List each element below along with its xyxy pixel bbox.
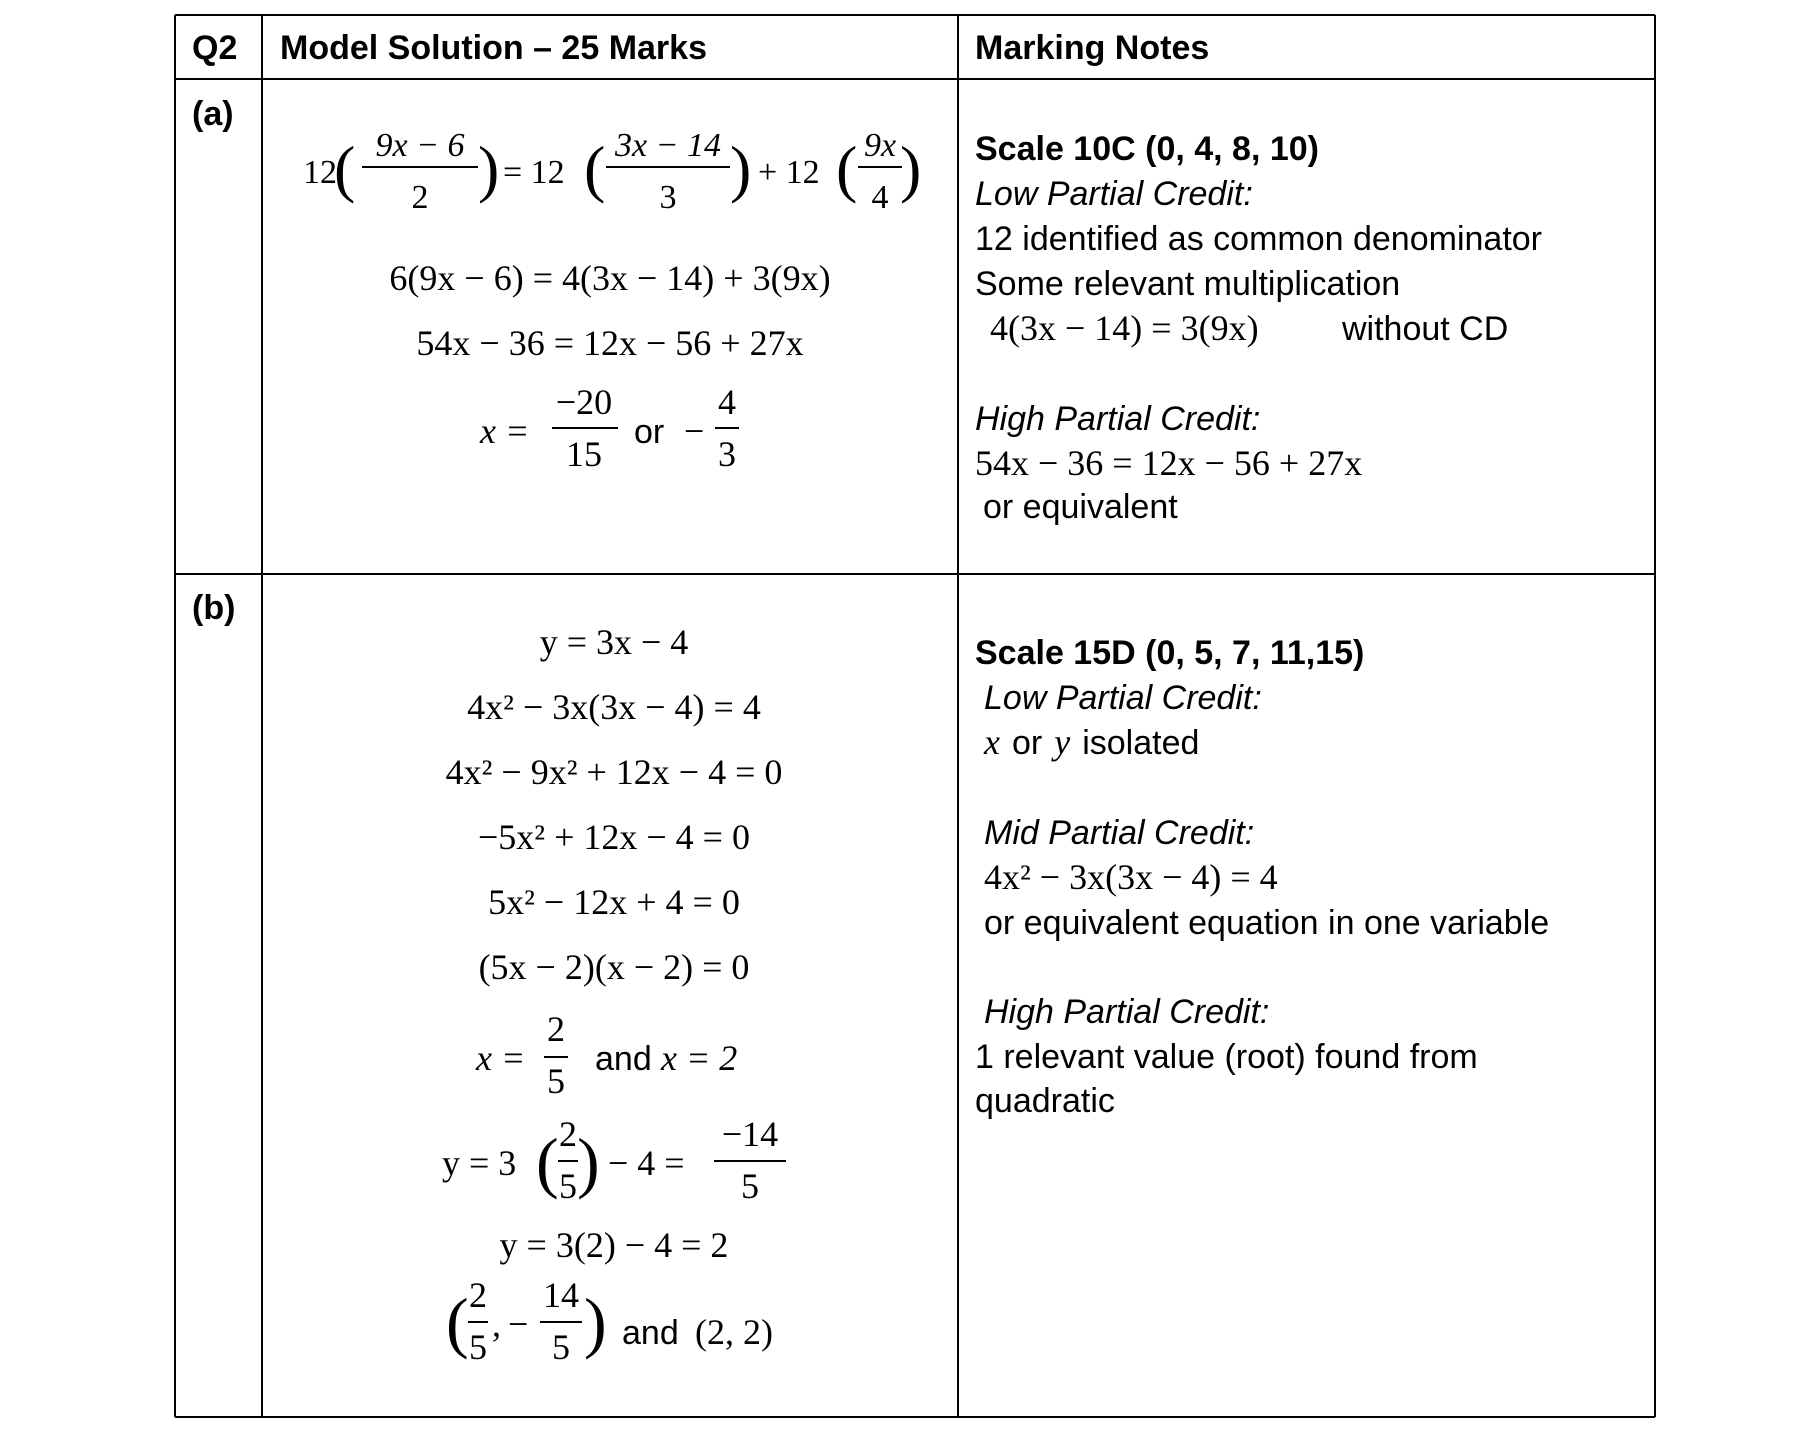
svg-text:5: 5 xyxy=(552,1327,570,1367)
svg-text:(: ( xyxy=(334,133,356,204)
svg-text:or: or xyxy=(634,413,665,451)
part-b-low-heading: Low Partial Credit: xyxy=(984,679,1262,717)
svg-text:9x: 9x xyxy=(863,127,897,164)
svg-text:5: 5 xyxy=(469,1327,487,1367)
part-b-points xyxy=(446,1275,773,1367)
svg-text:): ) xyxy=(584,1284,607,1360)
svg-text:−: − xyxy=(508,1304,529,1344)
part-a-scale: Scale 10C (0, 4, 8, 10) xyxy=(975,130,1319,168)
part-b-notes xyxy=(975,634,1549,1120)
part-b-equation-5: 5x² − 12x + 4 = 0 xyxy=(488,882,740,922)
part-b-equation-4: −5x² + 12x − 4 = 0 xyxy=(477,817,751,857)
part-b-solution xyxy=(442,622,786,1367)
part-a-notes xyxy=(975,130,1542,526)
model-solution-heading: Model Solution – 25 Marks xyxy=(280,29,707,67)
part-b-mid-heading: Mid Partial Credit: xyxy=(984,814,1255,852)
part-a-solution xyxy=(303,127,921,474)
part-b-scale: Scale 15D (0, 5, 7, 11,15) xyxy=(975,634,1365,672)
svg-text:quadratic: quadratic xyxy=(975,1082,1115,1120)
svg-text:4(3x − 14) = 3(9x): 4(3x − 14) = 3(9x) xyxy=(990,308,1259,348)
part-a-answer xyxy=(479,382,739,474)
svg-text:5: 5 xyxy=(741,1166,759,1206)
part-b-high-heading: High Partial Credit: xyxy=(984,993,1270,1031)
svg-text:2: 2 xyxy=(411,179,429,216)
svg-text:,: , xyxy=(492,1304,501,1344)
svg-text:= 12: = 12 xyxy=(503,154,565,191)
svg-text:+ 12: + 12 xyxy=(758,154,820,191)
svg-text:): ) xyxy=(900,133,922,204)
svg-text:12: 12 xyxy=(303,154,337,191)
svg-text:−14: −14 xyxy=(721,1114,779,1154)
svg-text:9x − 6: 9x − 6 xyxy=(375,127,465,164)
svg-text:12 identified as common denomi: 12 identified as common denominator xyxy=(975,220,1542,258)
svg-text:−: − xyxy=(684,411,705,451)
svg-text:2: 2 xyxy=(547,1009,565,1049)
svg-text:x = 2: x = 2 xyxy=(661,1038,738,1078)
part-b-equation-6: (5x − 2)(x − 2) = 0 xyxy=(478,947,750,987)
part-a-label: (a) xyxy=(192,95,234,133)
marking-notes-heading: Marking Notes xyxy=(975,29,1210,67)
svg-text:(: ( xyxy=(836,133,858,204)
svg-text:54x − 36 = 12x − 56 + 27x: 54x − 36 = 12x − 56 + 27x xyxy=(975,443,1363,483)
part-b-equation-3: 4x² − 9x² + 12x − 4 = 0 xyxy=(445,752,783,792)
svg-text:4: 4 xyxy=(871,179,889,216)
svg-text:5: 5 xyxy=(547,1061,565,1101)
svg-text:(: ( xyxy=(584,133,606,204)
table-header xyxy=(192,29,1209,67)
svg-text:4x² − 3x(3x − 4) = 4: 4x² − 3x(3x − 4) = 4 xyxy=(984,857,1278,897)
svg-text:): ) xyxy=(730,133,752,204)
part-b-label: (b) xyxy=(192,589,236,627)
part-b-y-value-2: y = 3(2) − 4 = 2 xyxy=(499,1225,729,1265)
part-a-equation-2: 6(9x − 6) = 4(3x − 14) + 3(9x) xyxy=(389,258,831,298)
svg-text:− 4 =: − 4 = xyxy=(608,1143,685,1183)
svg-text:y = 3: y = 3 xyxy=(442,1143,517,1183)
svg-text:x or y isola: x or y isolated xyxy=(984,722,1200,762)
part-a-low-heading: Low Partial Credit: xyxy=(975,175,1253,213)
svg-text:2: 2 xyxy=(469,1275,487,1315)
svg-text:and: and xyxy=(622,1314,679,1352)
svg-text:(: ( xyxy=(536,1124,559,1200)
svg-text:x =: x = xyxy=(480,411,530,451)
svg-text:14: 14 xyxy=(543,1275,579,1315)
part-a-equation-3: 54x − 36 = 12x − 56 + 27x xyxy=(416,323,804,363)
svg-text:(: ( xyxy=(446,1284,469,1360)
svg-text:2: 2 xyxy=(559,1114,577,1154)
svg-text:3x − 14: 3x − 14 xyxy=(614,127,722,164)
question-label: Q2 xyxy=(192,29,238,67)
svg-text:1 relevant value (root) found: 1 relevant value (root) found from xyxy=(975,1038,1478,1076)
svg-text:x =: x = xyxy=(476,1038,526,1078)
svg-text:): ) xyxy=(577,1124,600,1200)
svg-text:−20: −20 xyxy=(555,382,613,422)
svg-text:(2, 2): (2, 2) xyxy=(695,1312,773,1352)
svg-text:Some relevant multiplication: Some relevant multiplication xyxy=(975,265,1401,303)
part-b-equation-1: y = 3x − 4 xyxy=(539,622,689,662)
svg-text:3: 3 xyxy=(718,434,736,474)
svg-text:15: 15 xyxy=(566,434,602,474)
svg-text:and: and xyxy=(595,1040,652,1078)
part-a-high-heading: High Partial Credit: xyxy=(975,400,1261,438)
part-b-y-value-1 xyxy=(442,1114,786,1206)
svg-text:3: 3 xyxy=(659,179,677,216)
svg-text:without CD: without CD xyxy=(1342,310,1509,348)
svg-text:or equivalent: or equivalent xyxy=(983,488,1178,526)
svg-text:): ) xyxy=(478,133,500,204)
svg-text:5: 5 xyxy=(559,1166,577,1206)
svg-text:or equivalent equation in one: or equivalent equation in one variable xyxy=(984,904,1550,942)
part-b-equation-2: 4x² − 3x(3x − 4) = 4 xyxy=(467,687,761,727)
svg-text:4: 4 xyxy=(718,382,736,422)
part-b-roots xyxy=(475,1009,737,1101)
part-a-equation-1 xyxy=(303,127,921,216)
